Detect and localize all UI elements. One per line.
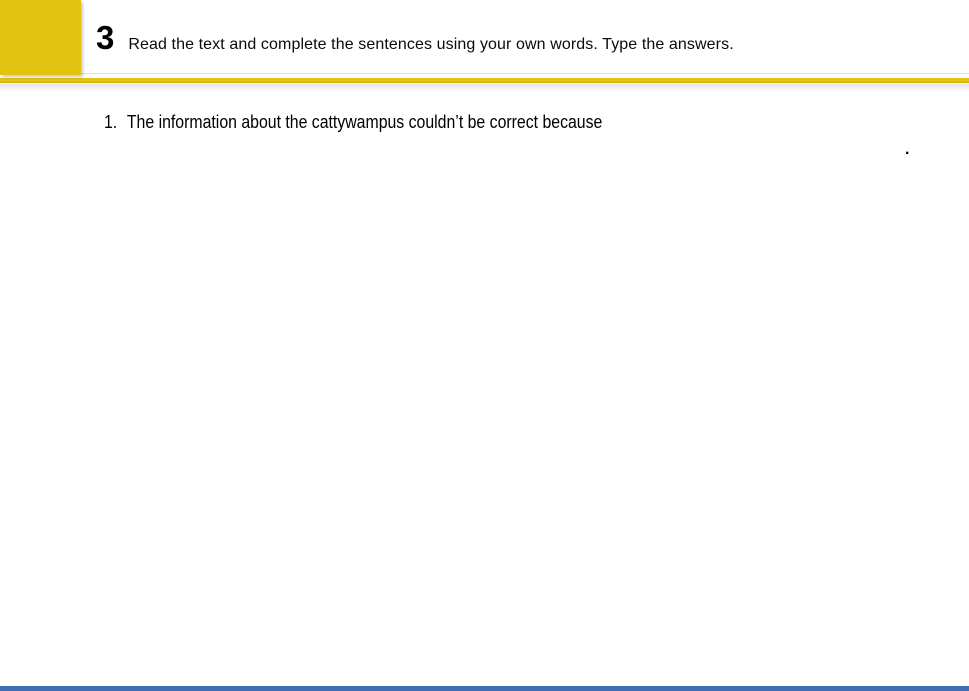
question-number: 1. bbox=[104, 112, 118, 132]
footer-bar bbox=[0, 686, 969, 691]
divider-shadow bbox=[0, 84, 969, 92]
exercise-instructions: Read the text and complete the sentences using your own words. Type the answers. bbox=[128, 36, 734, 53]
header-divider bbox=[0, 78, 969, 83]
answer-input[interactable] bbox=[127, 138, 905, 160]
header-bottom-rule bbox=[0, 73, 969, 74]
exercise-header bbox=[0, 0, 969, 74]
answer-line bbox=[127, 138, 909, 161]
exercise-number: 3 bbox=[96, 19, 115, 56]
sentence-period: . bbox=[905, 141, 910, 158]
question-prompt: The information about the cattywampus couldn’t be correct because bbox=[126, 112, 603, 132]
corner-accent-square bbox=[0, 0, 81, 75]
question-item bbox=[104, 109, 602, 135]
